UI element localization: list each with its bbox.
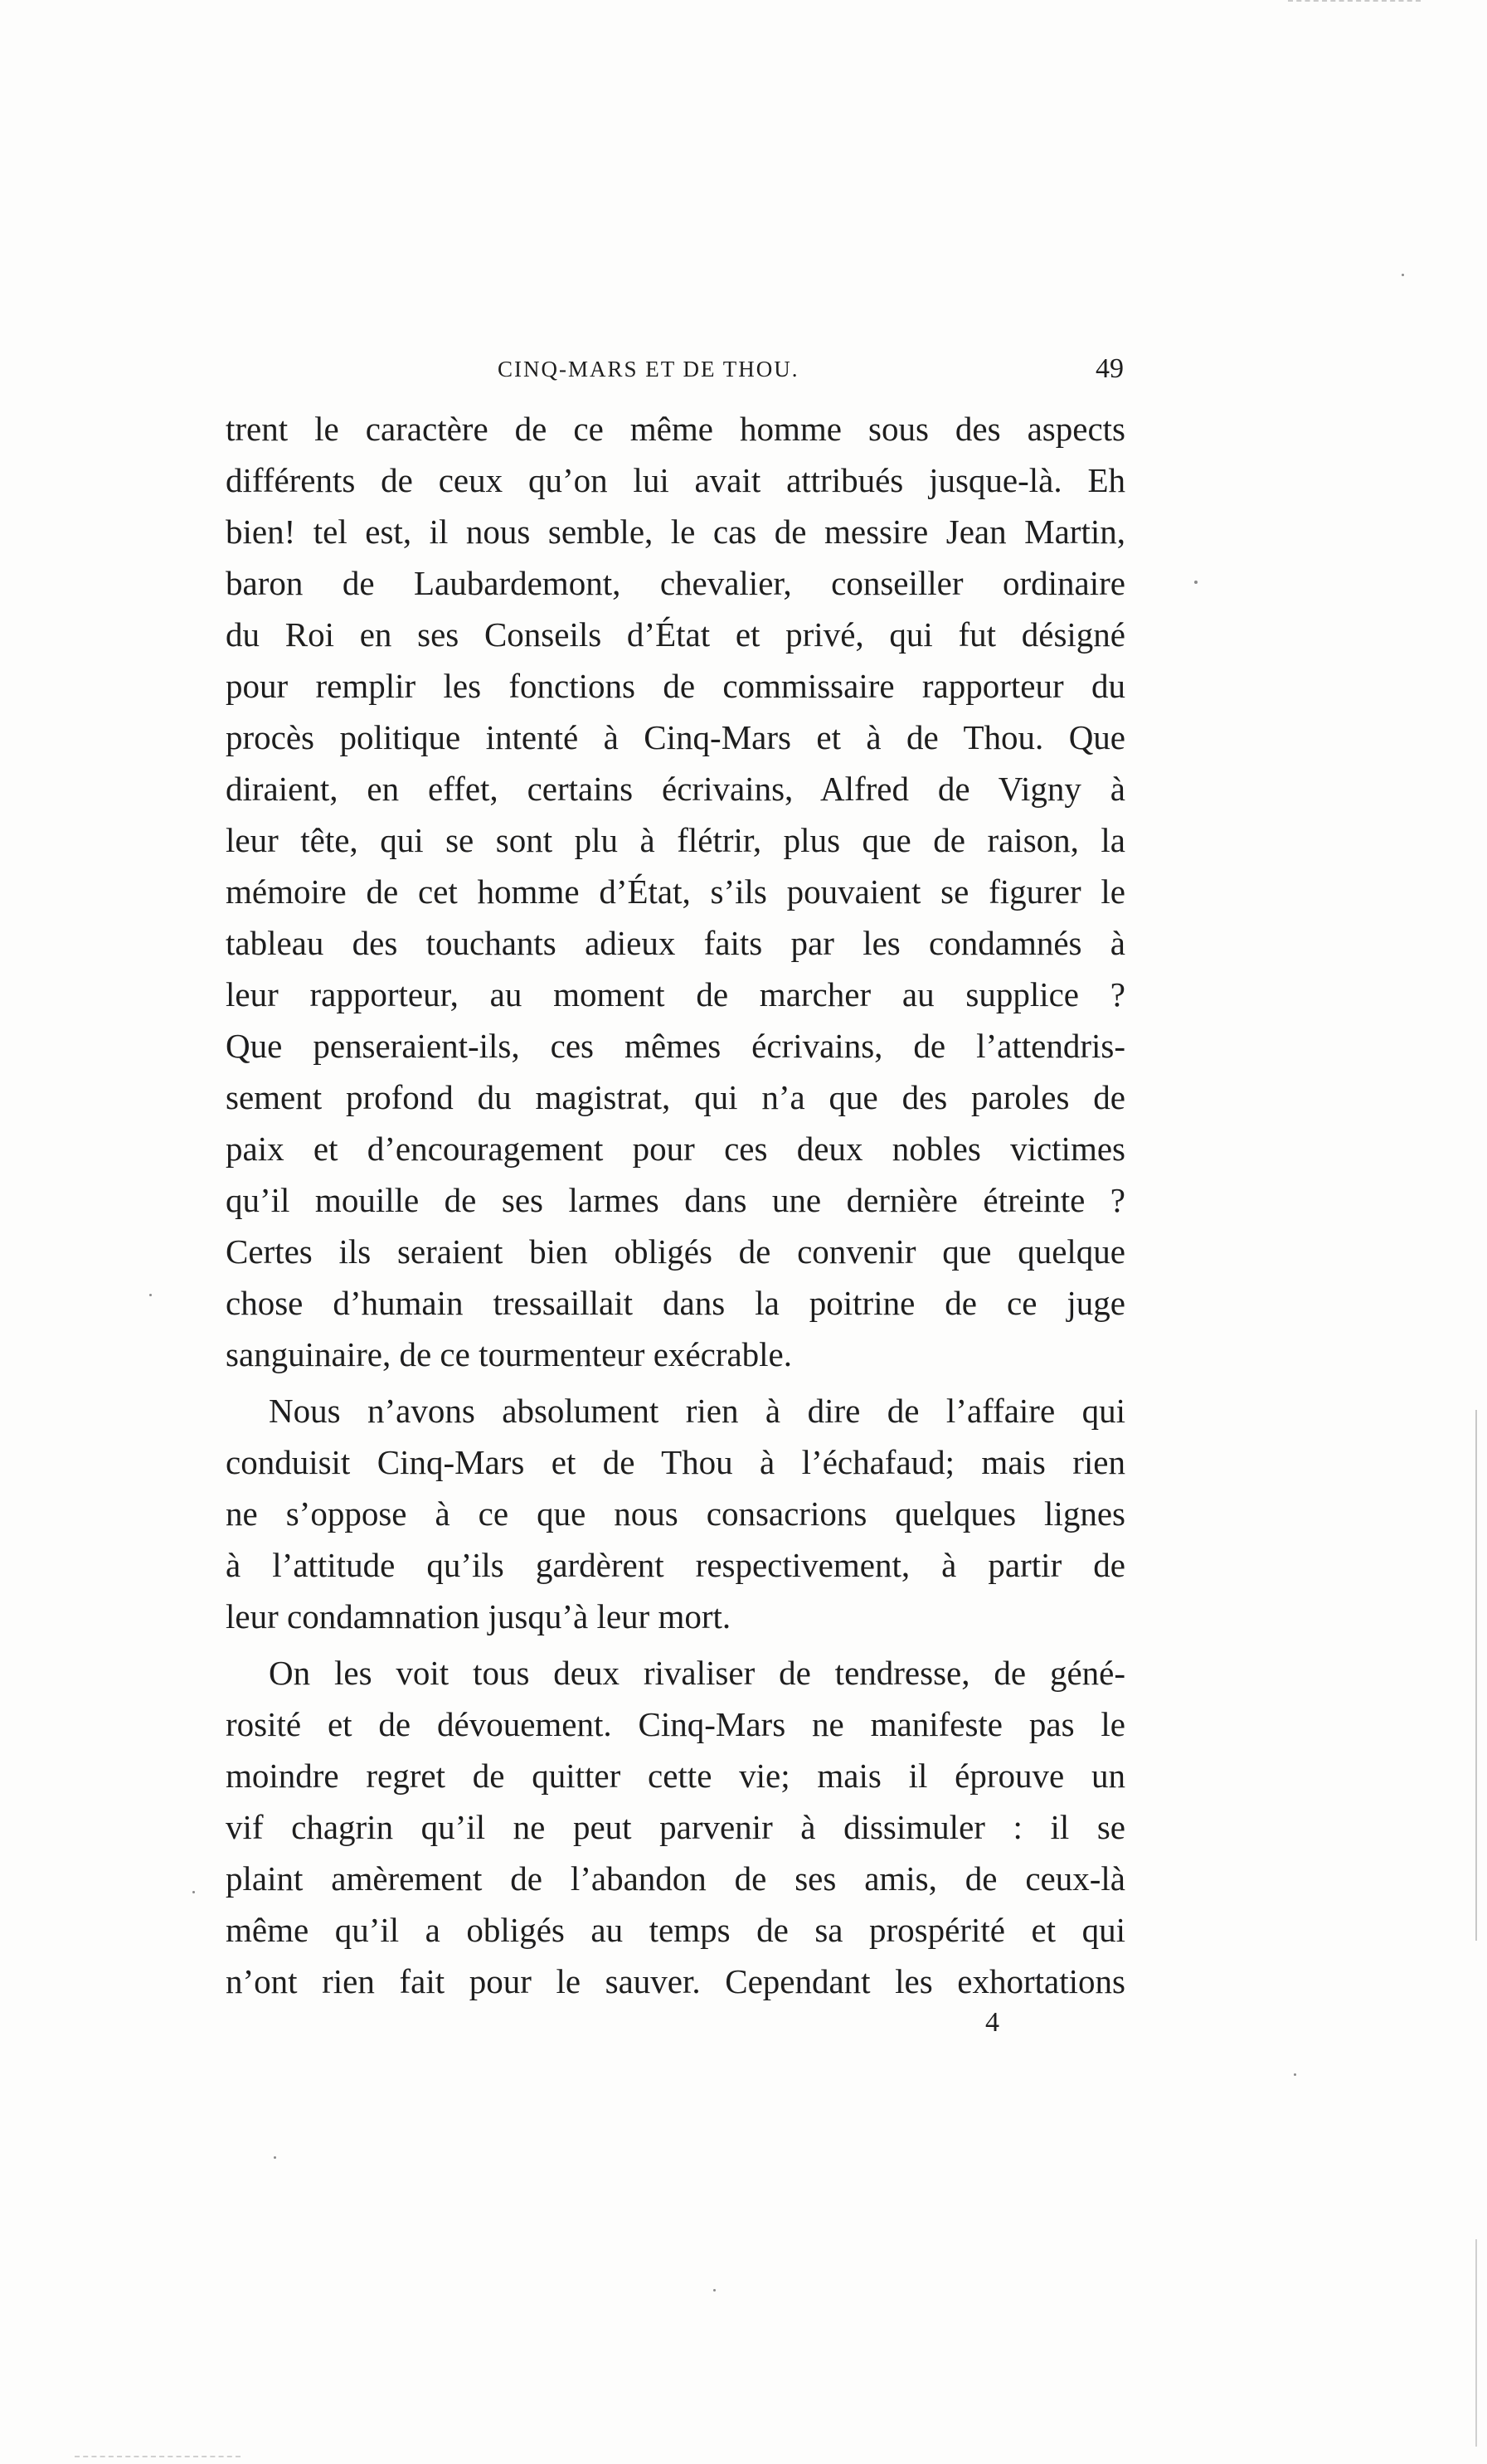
- text-line: ne s’oppose à ce que nous consacrions quelques lignes: [226, 1494, 1125, 1533]
- text-line: Que penseraient-ils, ces mêmes écrivains, de l’attendris-: [226, 1027, 1125, 1065]
- text-line: leur tête, qui se sont plu à flétrir, plus que de raison, la: [226, 821, 1125, 859]
- text-line: diraient, en effet, certains écrivains, Alfred de Vigny à: [226, 770, 1125, 808]
- scan-edge-marks: [1288, 0, 1421, 4]
- text-line: On les voit tous deux rivaliser de tendresse, de géné-: [269, 1654, 1125, 1692]
- text-line: n’ont rien fait pour le sauver. Cependant les exhortations: [226, 1962, 1125, 2000]
- paragraph-2: [226, 1385, 1125, 1642]
- text-line: sanguinaire, de ce tourmenteur exécrable.: [226, 1335, 792, 1373]
- text-line: chose d’humain tressaillait dans la poitrine de ce juge: [226, 1284, 1125, 1322]
- scan-edge-line: [1475, 2239, 1477, 2447]
- scan-speck: [1294, 2073, 1296, 2076]
- page-number: 49: [1096, 353, 1124, 384]
- text-line: leur condamnation jusqu’à leur mort.: [226, 1597, 731, 1635]
- text-line: bien! tel est, il nous semble, le cas de messire Jean Martin,: [226, 513, 1125, 551]
- text-line: même qu’il a obligés au temps de sa prospérité et qui: [226, 1911, 1125, 1949]
- text-line: Certes ils seraient bien obligés de convenir que quelque: [226, 1232, 1125, 1271]
- text-line: plaint amèrement de l’abandon de ses amis, de ceux-là: [226, 1859, 1125, 1898]
- text-line: Nous n’avons absolument rien à dire de l’affaire qui: [269, 1392, 1125, 1430]
- scan-edge-marks: [75, 2454, 241, 2457]
- scan-speck: [1402, 274, 1404, 276]
- text-line: moindre regret de quitter cette vie; mais il éprouve un: [226, 1757, 1125, 1795]
- scan-speck: [274, 2156, 276, 2159]
- text-line: leur rapporteur, au moment de marcher au supplice ?: [226, 975, 1125, 1013]
- text-line: vif chagrin qu’il ne peut parvenir à dissimuler : il se: [226, 1808, 1125, 1846]
- text-line: conduisit Cinq-Mars et de Thou à l’échafaud; mais rien: [226, 1443, 1125, 1481]
- text-line: à l’attitude qu’ils gardèrent respectivement, à partir de: [226, 1546, 1125, 1584]
- running-title: CINQ-MARS ET DE THOU.: [498, 357, 799, 382]
- scan-speck: [149, 1294, 152, 1296]
- paragraph-1: [226, 403, 1125, 1380]
- signature-mark: 4: [985, 2007, 999, 2038]
- text-line: paix et d’encouragement pour ces deux nobles victimes: [226, 1130, 1125, 1168]
- scan-speck: [1194, 581, 1198, 584]
- body-text: [226, 403, 1125, 2007]
- running-header: [224, 353, 1124, 390]
- scan-speck: [713, 2289, 716, 2291]
- paragraph-3: [226, 1647, 1125, 2007]
- text-line: tableau des touchants adieux faits par les condamnés à: [226, 924, 1125, 962]
- scan-edge-line: [1475, 1410, 1477, 1941]
- text-line: pour remplir les fonctions de commissaire rapporteur du: [226, 667, 1125, 705]
- text-line: du Roi en ses Conseils d’État et privé, qui fut désigné: [226, 615, 1125, 654]
- text-line: sement profond du magistrat, qui n’a que des paroles de: [226, 1078, 1125, 1116]
- text-line: mémoire de cet homme d’État, s’ils pouvaient se figurer le: [226, 872, 1125, 911]
- text-line: rosité et de dévouement. Cinq-Mars ne manifeste pas le: [226, 1705, 1125, 1743]
- scan-speck: [192, 1891, 195, 1893]
- text-line: trent le caractère de ce même homme sous des aspects: [226, 410, 1125, 448]
- text-line: différents de ceux qu’on lui avait attribués jusque-là. Eh: [226, 461, 1125, 499]
- text-line: baron de Laubardemont, chevalier, conseiller ordinaire: [226, 564, 1125, 602]
- text-line: qu’il mouille de ses larmes dans une dernière étreinte ?: [226, 1181, 1125, 1219]
- text-line: procès politique intenté à Cinq-Mars et à de Thou. Que: [226, 718, 1125, 756]
